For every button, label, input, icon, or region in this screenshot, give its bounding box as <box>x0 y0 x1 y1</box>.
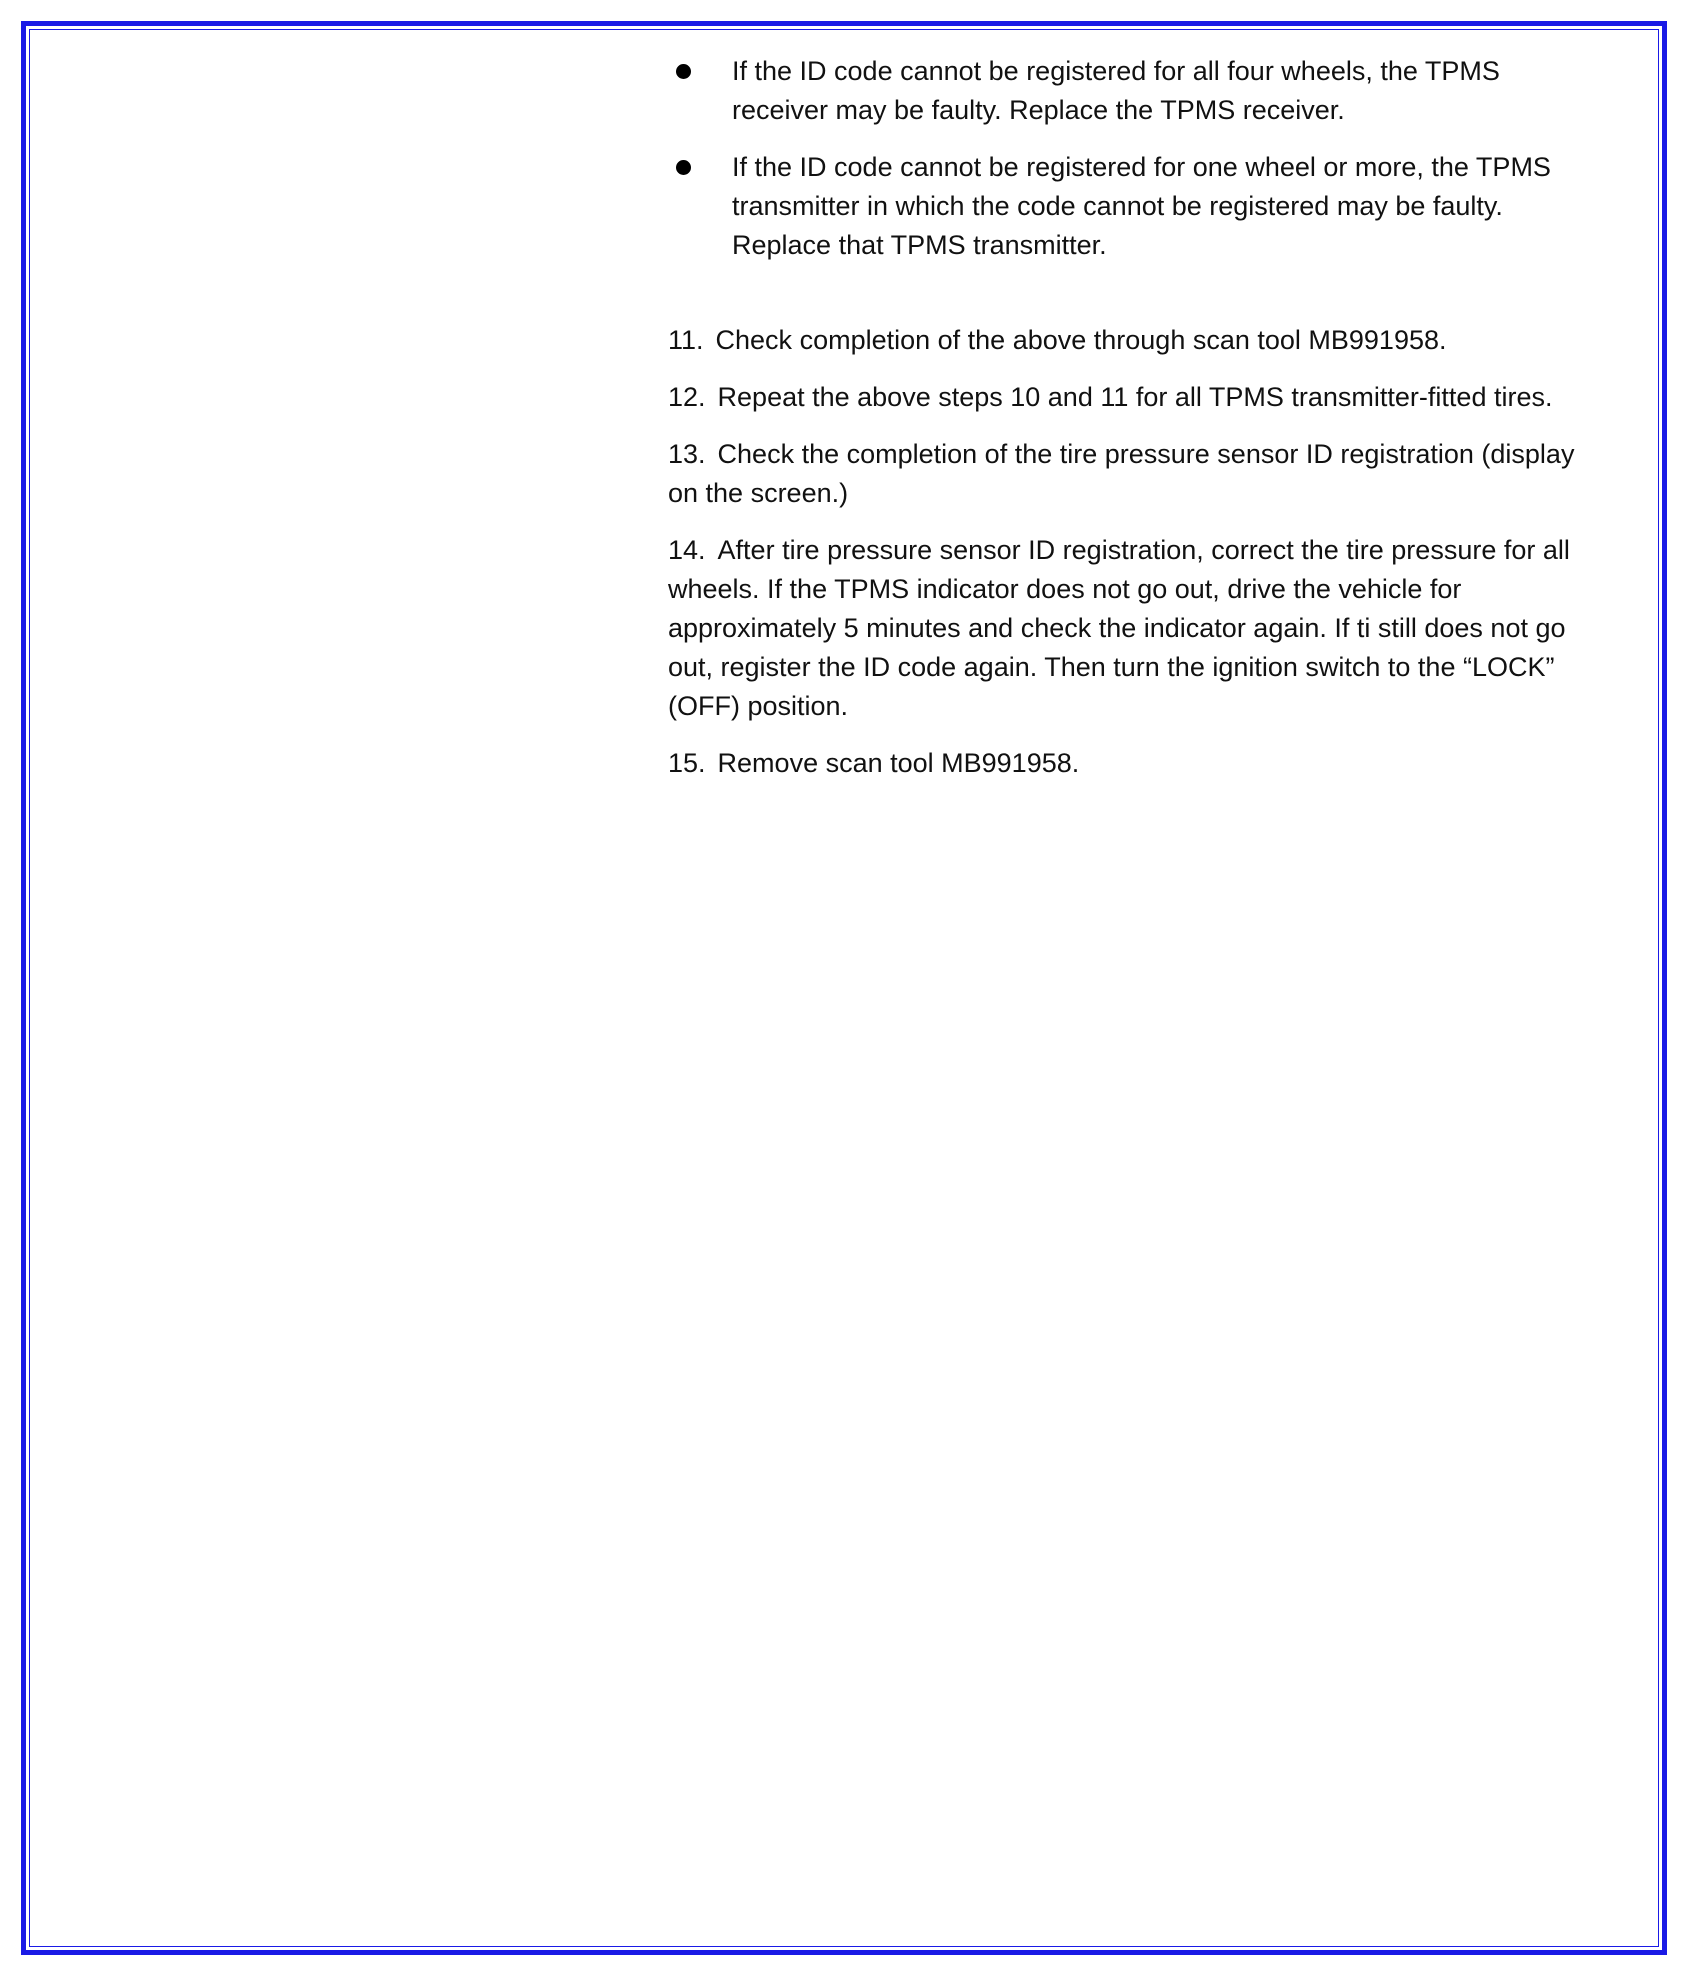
step-text: Repeat the above steps 10 and 11 for all TPMS transmitter-fitted tires. <box>717 382 1553 412</box>
step-text: Remove scan tool MB991958. <box>717 748 1080 778</box>
step-number: 12. <box>668 382 706 412</box>
bullet-item <box>668 52 1598 130</box>
bullet-dot-icon <box>676 160 691 175</box>
step-12 <box>668 378 1598 417</box>
step-number: 13. <box>668 439 706 469</box>
step-15 <box>668 744 1598 783</box>
bullet-text: If the ID code cannot be registered for one wheel or more, the TPMS transmitter in which the code cannot be registered may be faulty. Replace that TPMS transmitter. <box>732 152 1551 260</box>
step-11 <box>668 321 1598 360</box>
step-number: 15. <box>668 748 706 778</box>
bullet-item <box>668 148 1598 265</box>
bullet-dot-icon <box>676 64 691 79</box>
step-number: 11. <box>668 325 704 355</box>
bullet-list <box>668 52 1598 265</box>
step-14 <box>668 531 1598 726</box>
document-content <box>668 52 1598 801</box>
step-13 <box>668 435 1598 513</box>
bullet-text: If the ID code cannot be registered for all four wheels, the TPMS receiver may be faulty. Replace the TPMS receiver. <box>732 56 1500 125</box>
step-text: After tire pressure sensor ID registration, correct the tire pressure for all wheels. If the TPMS indicator does not go out, drive the vehicle for approximately 5 minutes and check the indicator again. If ti still does not go out, register the ID code again. Then turn the ignition switch to the “LOCK” (OFF) position. <box>668 535 1570 721</box>
step-text: Check the completion of the tire pressure sensor ID registration (display on the screen.) <box>668 439 1575 508</box>
step-text: Check completion of the above through scan tool MB991958. <box>715 325 1447 355</box>
step-number: 14. <box>668 535 706 565</box>
